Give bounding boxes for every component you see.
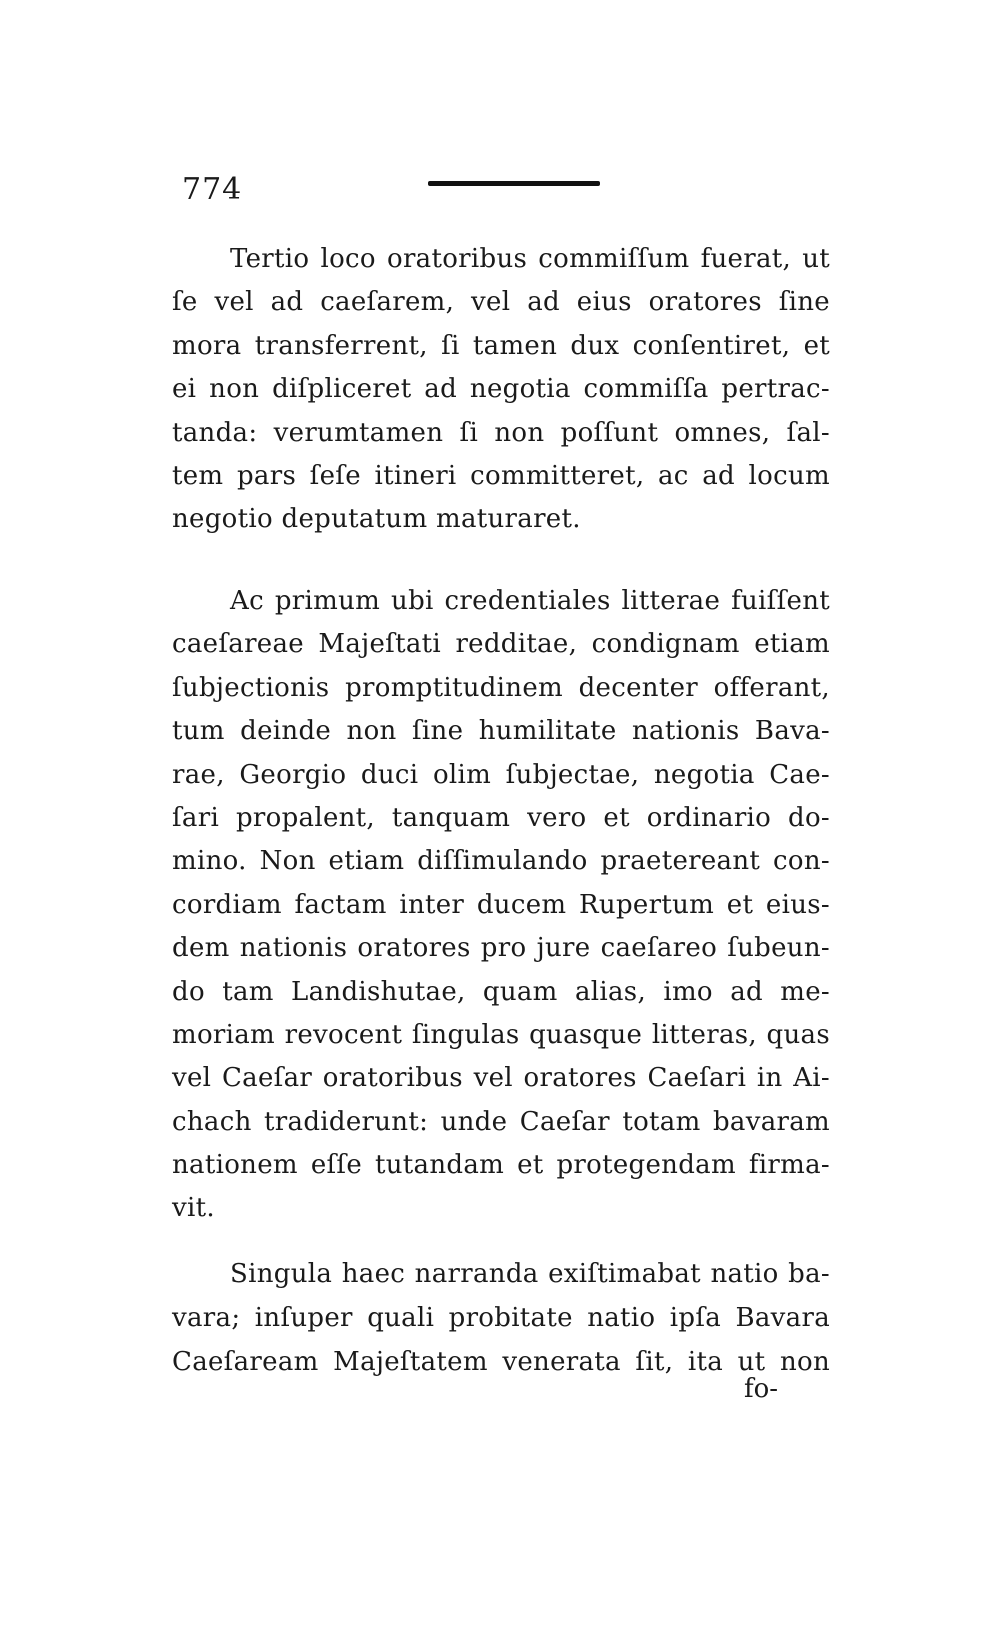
text-line: rae, Georgio duci olim ſubjectae, negotia Cae-	[172, 759, 830, 790]
text-line: ei non diſpliceret ad negotia commiſſa pertrac-	[172, 374, 830, 405]
text-line: ſe vel ad caeſarem, vel ad eius oratores ſine	[172, 287, 830, 318]
text-line: do tam Landishutae, quam alias, imo ad me-	[172, 976, 830, 1007]
page-number: 774	[182, 172, 243, 207]
catchword: fo-	[744, 1374, 779, 1404]
text-line: vel Caeſar oratoribus vel oratores Caeſari in Ai-	[172, 1063, 830, 1094]
text-line: Ac primum ubi credentiales litterae fuiſſent	[230, 586, 830, 616]
text-line: vara; inſuper quali probitate natio ipſa Bavara	[172, 1303, 830, 1333]
header-rule	[428, 181, 600, 186]
paragraph-3	[172, 1252, 830, 1384]
paragraph-1	[172, 238, 830, 542]
text-line: Tertio loco oratoribus commiſſum fuerat, ut	[230, 244, 830, 274]
text-line: tem pars ſeſe itineri committeret, ac ad locum	[172, 460, 830, 491]
text-line: caeſareae Majeſtati redditae, condignam etiam	[172, 629, 830, 660]
text-line: chach tradiderunt: unde Caeſar totam bavaram	[172, 1106, 830, 1137]
text-line: dem nationis oratores pro jure caeſareo ſubeun-	[172, 933, 830, 964]
text-line: mino. Non etiam diſſimulando praetereant con-	[172, 846, 830, 877]
text-line: negotio deputatum maturaret.	[172, 504, 581, 535]
paragraph-2	[172, 580, 830, 1231]
text-line: Caeſaream Majeſtatem venerata ſit, ita ut non	[172, 1347, 830, 1377]
text-line: tanda: verumtamen ſi non poſſunt omnes, ſal-	[172, 417, 830, 448]
text-line: Singula haec narranda exiſtimabat natio ba-	[230, 1259, 830, 1289]
text-line: mora transferrent, ſi tamen dux conſentiret, et	[172, 330, 830, 361]
text-line: moriam revocent ſingulas quasque litteras, quas	[172, 1019, 830, 1050]
text-line: vit.	[172, 1193, 215, 1224]
text-line: cordiam factam inter ducem Rupertum et eius-	[172, 889, 830, 920]
text-line: tum deinde non ſine humilitate nationis Bava-	[172, 716, 830, 747]
text-line: ſari propalent, tanquam vero et ordinario do-	[172, 802, 830, 833]
text-line: nationem eſſe tutandam et protegendam firma-	[172, 1150, 830, 1181]
text-line: ſubjectionis promptitudinem decenter offerant,	[172, 672, 830, 703]
